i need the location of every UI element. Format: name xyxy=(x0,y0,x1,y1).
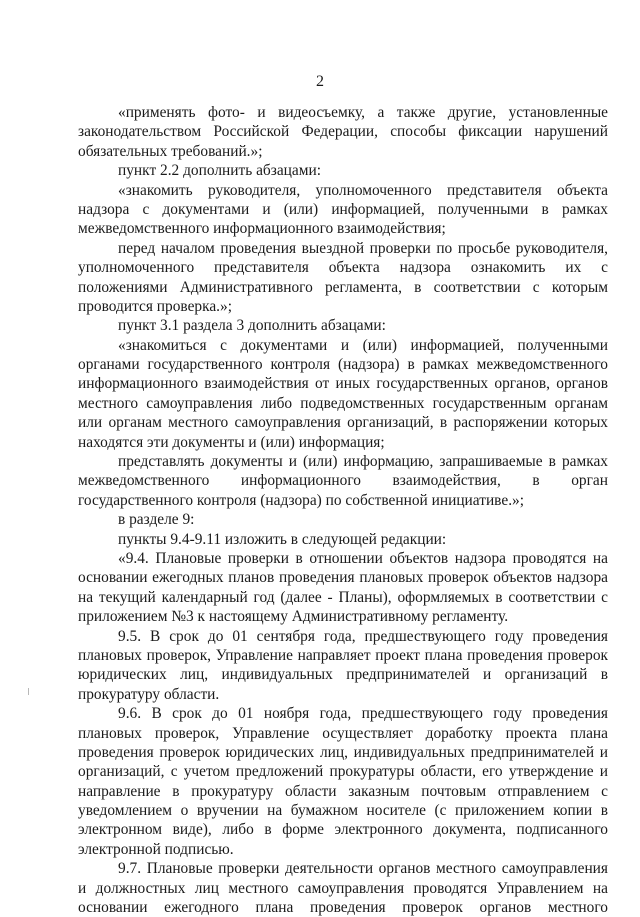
page-number: 2 xyxy=(316,73,324,90)
text-line: юридических лиц, индивидуальных предпринимателей и организаций в xyxy=(78,666,608,684)
text-line: органами государственного контроля (надзора) в рамках межведомственного xyxy=(78,356,608,374)
text-line: надзора с документами и (или) информацией, полученными в рамках xyxy=(78,200,608,218)
text-line: электронном виде), либо в форме электронного документа, подписанного xyxy=(78,821,608,839)
text-line: на текущий календарный год (далее - Планы), оформляемых в соответствии с xyxy=(78,588,608,606)
text-line: 9.6. В срок до 01 ноября года, предшествующего году проведения xyxy=(118,705,608,723)
document-body xyxy=(78,103,608,917)
text-line: 9.7. Плановые проверки деятельности органов местного самоуправления xyxy=(118,860,608,878)
text-line: проведения проверок юридических лиц, индивидуальных предпринимателей и xyxy=(78,743,608,761)
text-line: плановых проверок, Управление осуществляет доработку проекта плана xyxy=(78,724,608,742)
text-line: пункт 2.2 дополнить абзацами: xyxy=(118,162,321,180)
text-line: организаций, с учетом предложений прокуратуры области, его утверждение и xyxy=(78,763,608,781)
text-line: плановых проверок, Управление направляет проект плана проведения проверок xyxy=(78,646,608,664)
text-line: уведомлением о вручении на бумажном носителе (с приложением копии в xyxy=(78,802,608,820)
text-line: направление в прокуратуру области заказным почтовым отправлением с xyxy=(78,782,608,800)
text-line: основании ежегодных планов проведения плановых проверок объектов надзора xyxy=(78,569,608,587)
text-line: перед началом проведения выездной проверки по просьбе руководителя, xyxy=(118,239,608,257)
text-line: 9.5. В срок до 01 сентября года, предшествующего году проведения xyxy=(118,627,608,645)
text-line: положениями Административного регламента, в соответствии с которым xyxy=(78,278,608,296)
scan-artifact xyxy=(28,688,29,695)
text-line: местного самоуправления либо подведомственных государственным органам xyxy=(78,394,608,412)
text-line: информационного взаимодействия от иных государственных органов, органов xyxy=(78,375,608,393)
text-line: «знакомиться с документами и (или) информацией, полученными xyxy=(118,336,608,354)
text-line: в разделе 9: xyxy=(118,511,195,529)
text-line: «9.4. Плановые проверки в отношении объектов надзора проводятся на xyxy=(118,549,608,567)
text-line: межведомственного информационного взаимодействия, в орган xyxy=(78,472,608,490)
text-line: «применять фото- и видеосъемку, а также другие, установленные xyxy=(118,104,608,121)
text-line: и должностных лиц местного самоуправления проводятся Управлением на xyxy=(78,879,608,897)
text-line: основании ежегодного плана проведения проверок органов местного xyxy=(78,899,608,917)
text-line: обязательных требований.»; xyxy=(78,142,263,160)
text-line: проводится проверка.»; xyxy=(78,297,233,315)
text-line: пункты 9.4-9.11 изложить в следующей редакции: xyxy=(118,530,447,548)
text-line: или органам местного самоуправления организаций, в распоряжении которых xyxy=(78,414,608,432)
text-line: межведомственного информационного взаимодействия; xyxy=(78,220,446,238)
text-line: находятся эти документы и (или) информация; xyxy=(78,433,385,451)
text-line: «знакомить руководителя, уполномоченного представителя объекта xyxy=(118,181,608,199)
text-line: уполномоченного представителя объекта надзора ознакомить их с xyxy=(78,259,608,277)
text-line: законодательством Российской Федерации, способы фиксации нарушений xyxy=(78,123,608,141)
text-line: пункт 3.1 раздела 3 дополнить абзацами: xyxy=(118,317,386,335)
text-line: приложением №3 к настоящему Административному регламенту. xyxy=(78,608,509,626)
text-line: электронной подписью. xyxy=(78,840,234,858)
text-line: представлять документы и (или) информацию, запрашиваемые в рамках xyxy=(118,453,608,471)
text-line: прокуратуру области. xyxy=(78,685,220,703)
text-line: государственного контроля (надзора) по собственной инициативе.»; xyxy=(78,491,525,509)
